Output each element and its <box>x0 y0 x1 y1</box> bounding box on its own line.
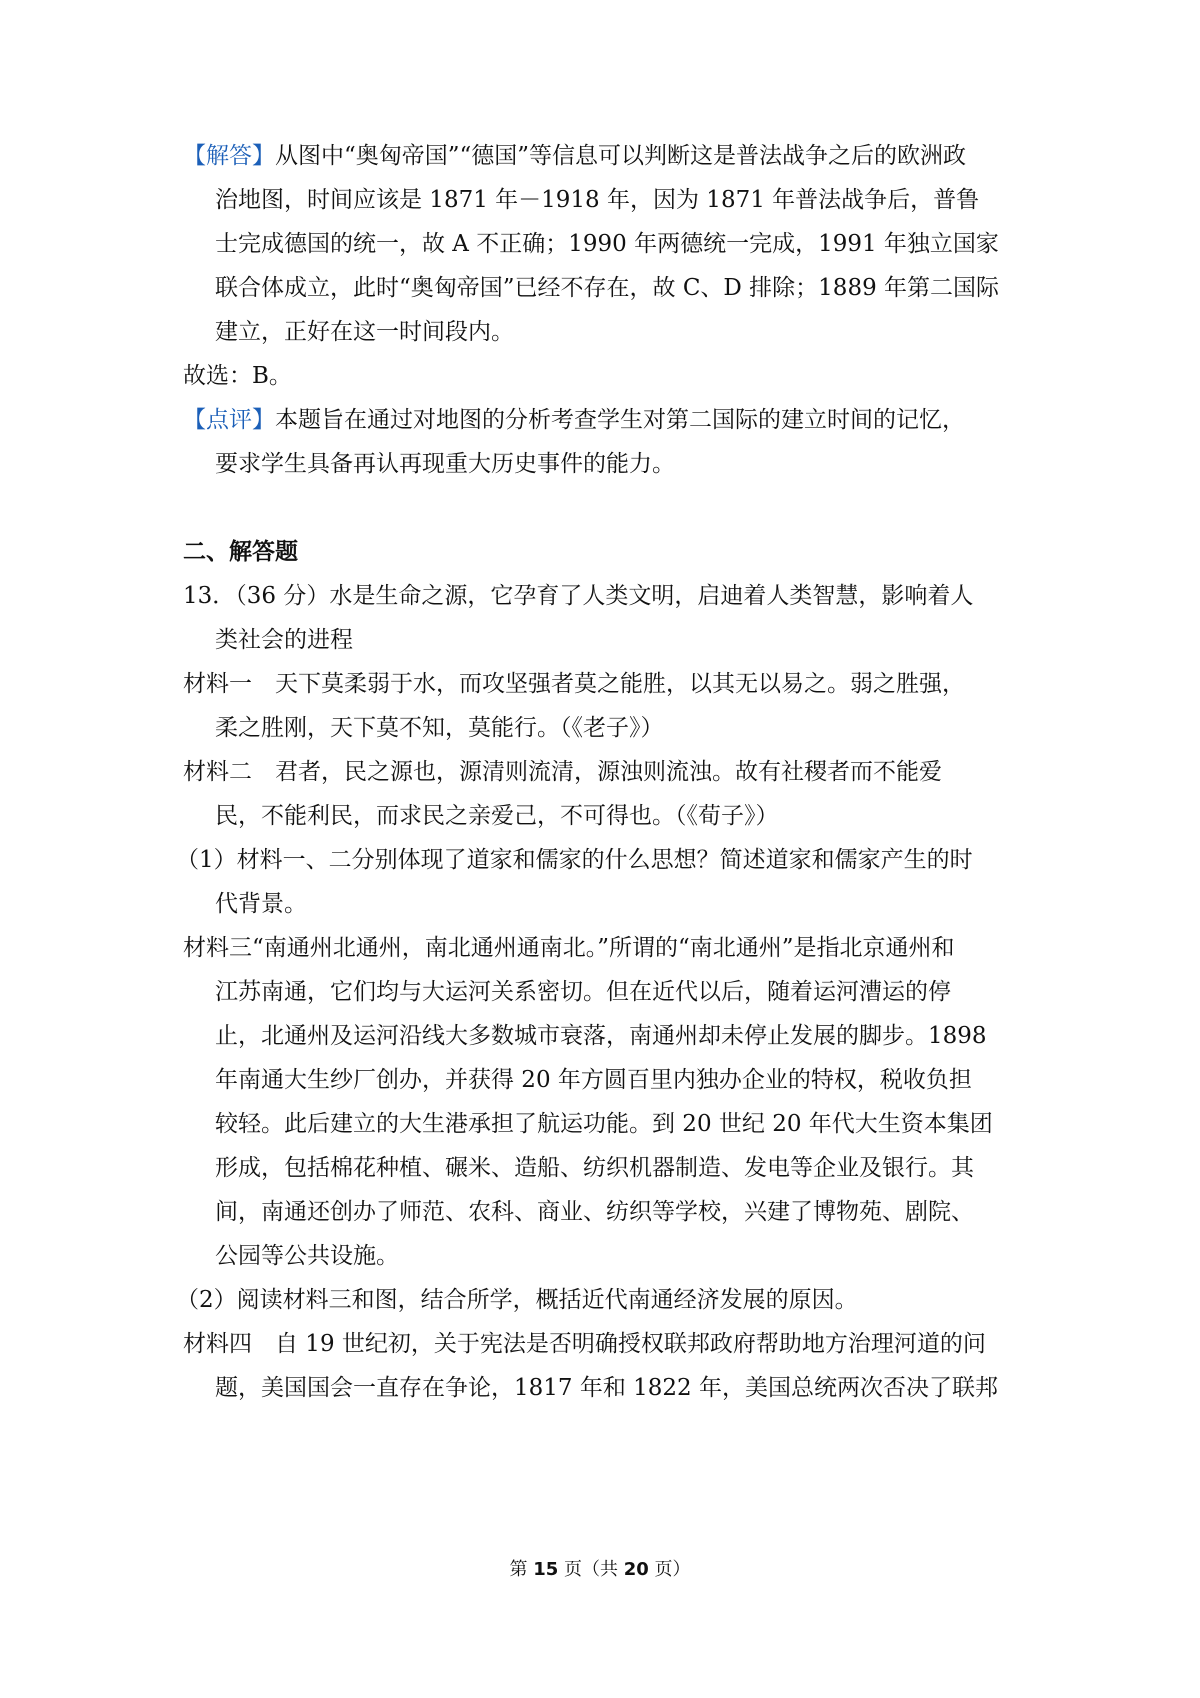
material4-line-2: 题，美国国会一直存在争论，1817 年和 1822 年，美国总统两次否决了联邦 <box>215 1375 998 1401</box>
material3-line-3: 止，北通州及运河沿线大多数城市衰落，南通州却未停止发展的脚步。1898 <box>215 1023 987 1049</box>
page-footer <box>0 1558 1200 1582</box>
answer-line-1 <box>183 141 966 171</box>
question-line-2: 类社会的进程 <box>215 627 353 653</box>
material3-line-6: 形成，包括棉花种植、碾米、造船、纺织机器制造、发电等企业及银行。其 <box>215 1155 974 1181</box>
material3-line-7: 间，南通还创办了师范、农科、商业、纺织等学校，兴建了博物苑、剧院、 <box>215 1199 974 1225</box>
comment-text-1: 本题旨在通过对地图的分析考查学生对第二国际的建立时间的记忆， <box>275 407 965 433</box>
answer-line-5: 建立，正好在这一时间段内。 <box>215 319 514 345</box>
footer-middle: 页（共 <box>558 1559 624 1580</box>
sub1-line-1: （1）材料一、二分别体现了道家和儒家的什么思想？简述道家和儒家产生的时 <box>176 847 973 873</box>
material3-line-2: 江苏南通，它们均与大运河关系密切。但在近代以后，随着运河漕运的停 <box>215 979 951 1005</box>
footer-prefix: 第 <box>509 1559 534 1580</box>
material4-line-1: 材料四 自 19 世纪初，关于宪法是否明确授权联邦政府帮助地方治理河道的问 <box>183 1331 986 1357</box>
question-line-1: 13．（36 分）水是生命之源，它孕育了人类文明，启迪着人类智慧，影响着人 <box>183 583 974 609</box>
material3-line-5: 较轻。此后建立的大生港承担了航运功能。到 20 世纪 20 年代大生资本集团 <box>215 1111 993 1137</box>
footer-total-pages: 20 <box>623 1559 649 1580</box>
section-title: 二、解答题 <box>183 539 298 565</box>
footer-page-number: 15 <box>533 1559 559 1580</box>
answer-line-2: 治地图，时间应该是 1871 年－1918 年，因为 1871 年普法战争后，普鲁 <box>215 187 980 213</box>
comment-tag: 【点评】 <box>183 407 275 433</box>
material1-line-2: 柔之胜刚，天下莫不知，莫能行。（《老子》） <box>215 715 664 741</box>
sub1-line-2: 代背景。 <box>215 891 307 917</box>
footer-suffix: 页） <box>648 1559 691 1580</box>
answer-text-1: 从图中“奥匈帝国”“德国”等信息可以判断这是普法战争之后的欧洲政 <box>275 143 967 169</box>
material2-line-1: 材料二 君者，民之源也，源清则流清，源浊则流浊。故有社稷者而不能爱 <box>183 759 942 785</box>
material3-line-8: 公园等公共设施。 <box>215 1243 399 1269</box>
material3-line-1: 材料三“南通州北通州，南北通州通南北。”所谓的“南北通州”是指北京通州和 <box>183 935 955 961</box>
sub2-line-1: （2）阅读材料三和图，结合所学，概括近代南通经济发展的原因。 <box>176 1287 858 1313</box>
comment-line-2: 要求学生具备再认再现重大历史事件的能力。 <box>215 451 675 477</box>
comment-line-1 <box>183 405 965 435</box>
material1-line-1: 材料一 天下莫柔弱于水，而攻坚强者莫之能胜，以其无以易之。弱之胜强， <box>183 671 965 697</box>
material3-line-4: 年南通大生纱厂创办，并获得 20 年方圆百里内独办企业的特权，税收负担 <box>215 1067 972 1093</box>
answer-tag: 【解答】 <box>183 143 275 169</box>
answer-line-4: 联合体成立，此时“奥匈帝国”已经不存在，故 C、D 排除；1889 年第二国际 <box>215 275 1000 301</box>
material2-line-2: 民，不能利民，而求民之亲爱己，不可得也。（《荀子》） <box>215 803 779 829</box>
answer-choice: 故选：B。 <box>183 363 292 389</box>
answer-line-3: 士完成德国的统一，故 A 不正确；1990 年两德统一完成，1991 年独立国家 <box>215 231 999 257</box>
